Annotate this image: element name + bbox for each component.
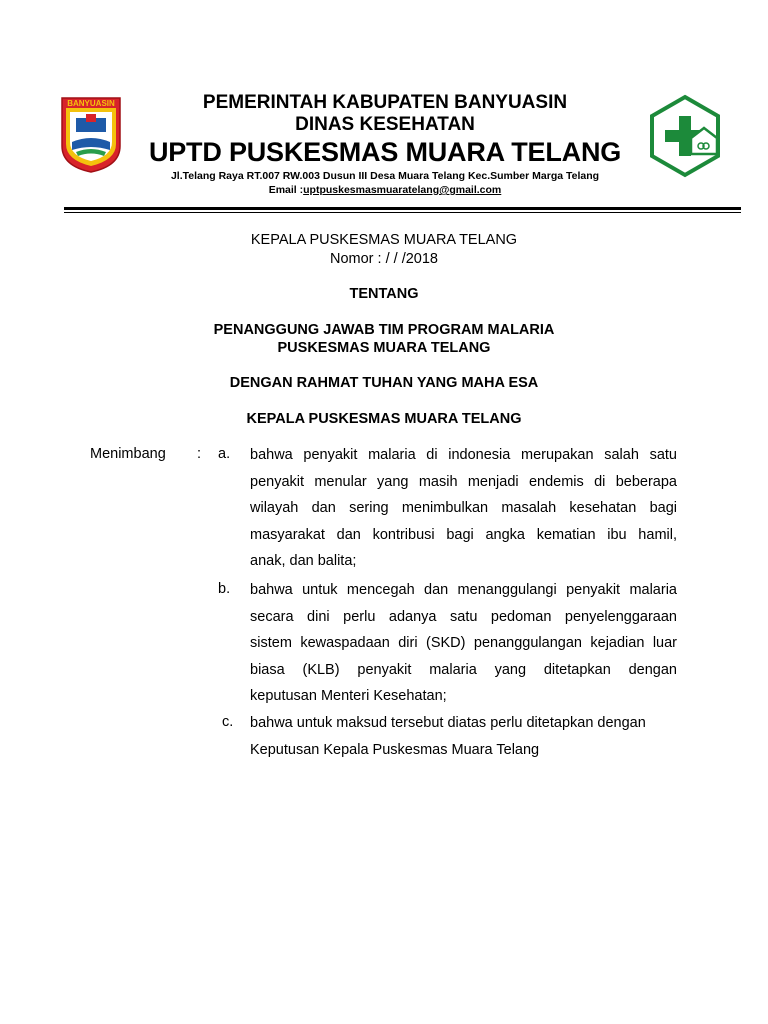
government-name: PEMERINTAH KABUPATEN BANYUASIN <box>202 92 568 113</box>
item-a-line-2: penyakit menular yang masih menjadi endemis di beberapa <box>250 473 677 490</box>
considering-colon: : <box>197 446 202 462</box>
emblem-banner-text: BANYUASIN <box>67 99 115 108</box>
item-b-letter: b. <box>218 581 231 597</box>
about-label: TENTANG <box>349 286 419 302</box>
item-b-line-1: bahwa untuk mencegah dan menanggulangi penyakit malaria <box>250 582 677 598</box>
item-c-line-1: bahwa untuk maksud tersebut diatas perlu ditetapkan dengan <box>250 715 646 731</box>
department-name: DINAS KESEHATAN <box>295 114 475 135</box>
puskesmas-logo-icon <box>648 94 722 178</box>
letterhead-divider-thin <box>64 212 741 213</box>
list-item <box>250 710 677 763</box>
considering-label: Menimbang <box>90 446 166 462</box>
subject-line-2: PUSKESMAS MUARA TELANG <box>277 340 491 356</box>
item-b-line-3: sistem kewaspadaan diri (SKD) penanggulangan kejadian luar <box>250 635 677 651</box>
letterhead-divider-thick <box>64 207 741 210</box>
organization-name: UPTD PUSKESMAS MUARA TELANG <box>148 137 622 167</box>
list-item <box>250 442 677 575</box>
item-a-line-5: anak, dan balita; <box>250 553 357 569</box>
address: Jl.Telang Raya RT.007 RW.003 Dusun III Desa Muara Telang Kec.Sumber Marga Telang <box>170 170 600 182</box>
letterhead <box>130 92 640 197</box>
grace-statement: DENGAN RAHMAT TUHAN YANG MAHA ESA <box>229 375 539 391</box>
subject-line-1: PENANGGUNG JAWAB TIM PROGRAM MALARIA <box>213 322 555 338</box>
banyuasin-emblem-icon <box>58 94 124 174</box>
decree-issuer: KEPALA PUSKESMAS MUARA TELANG <box>250 232 518 248</box>
item-a-line-1: bahwa penyakit malaria di indonesia merupakan salah satu <box>250 447 677 463</box>
item-c-letter: c. <box>222 714 234 730</box>
item-b-line-4: biasa (KLB) penyakit malaria yang ditetapkan dengan <box>250 661 677 678</box>
item-a-letter: a. <box>218 446 231 462</box>
item-c-line-2: Keputusan Kepala Puskesmas Muara Telang <box>250 741 540 758</box>
email-label: Email : <box>268 184 304 196</box>
decree-number: Nomor : / / /2018 <box>330 251 438 267</box>
issuer-repeat: KEPALA PUSKESMAS MUARA TELANG <box>246 411 522 427</box>
email-line <box>130 183 640 197</box>
item-a-line-4: masyarakat dan kontribusi bagi angka kematian ibu hamil, <box>250 526 677 543</box>
item-b-line-5: keputusan Menteri Kesehatan; <box>250 688 447 704</box>
item-b-line-2: secara dini perlu adanya satu pedoman penyelenggaraan <box>250 608 677 625</box>
item-a-line-3: wilayah dan sering menimbulkan masalah kesehatan bagi <box>250 500 677 516</box>
list-item <box>250 577 677 710</box>
email-link[interactable]: uptpuskesmasmuaratelang@gmail.com <box>303 184 502 196</box>
